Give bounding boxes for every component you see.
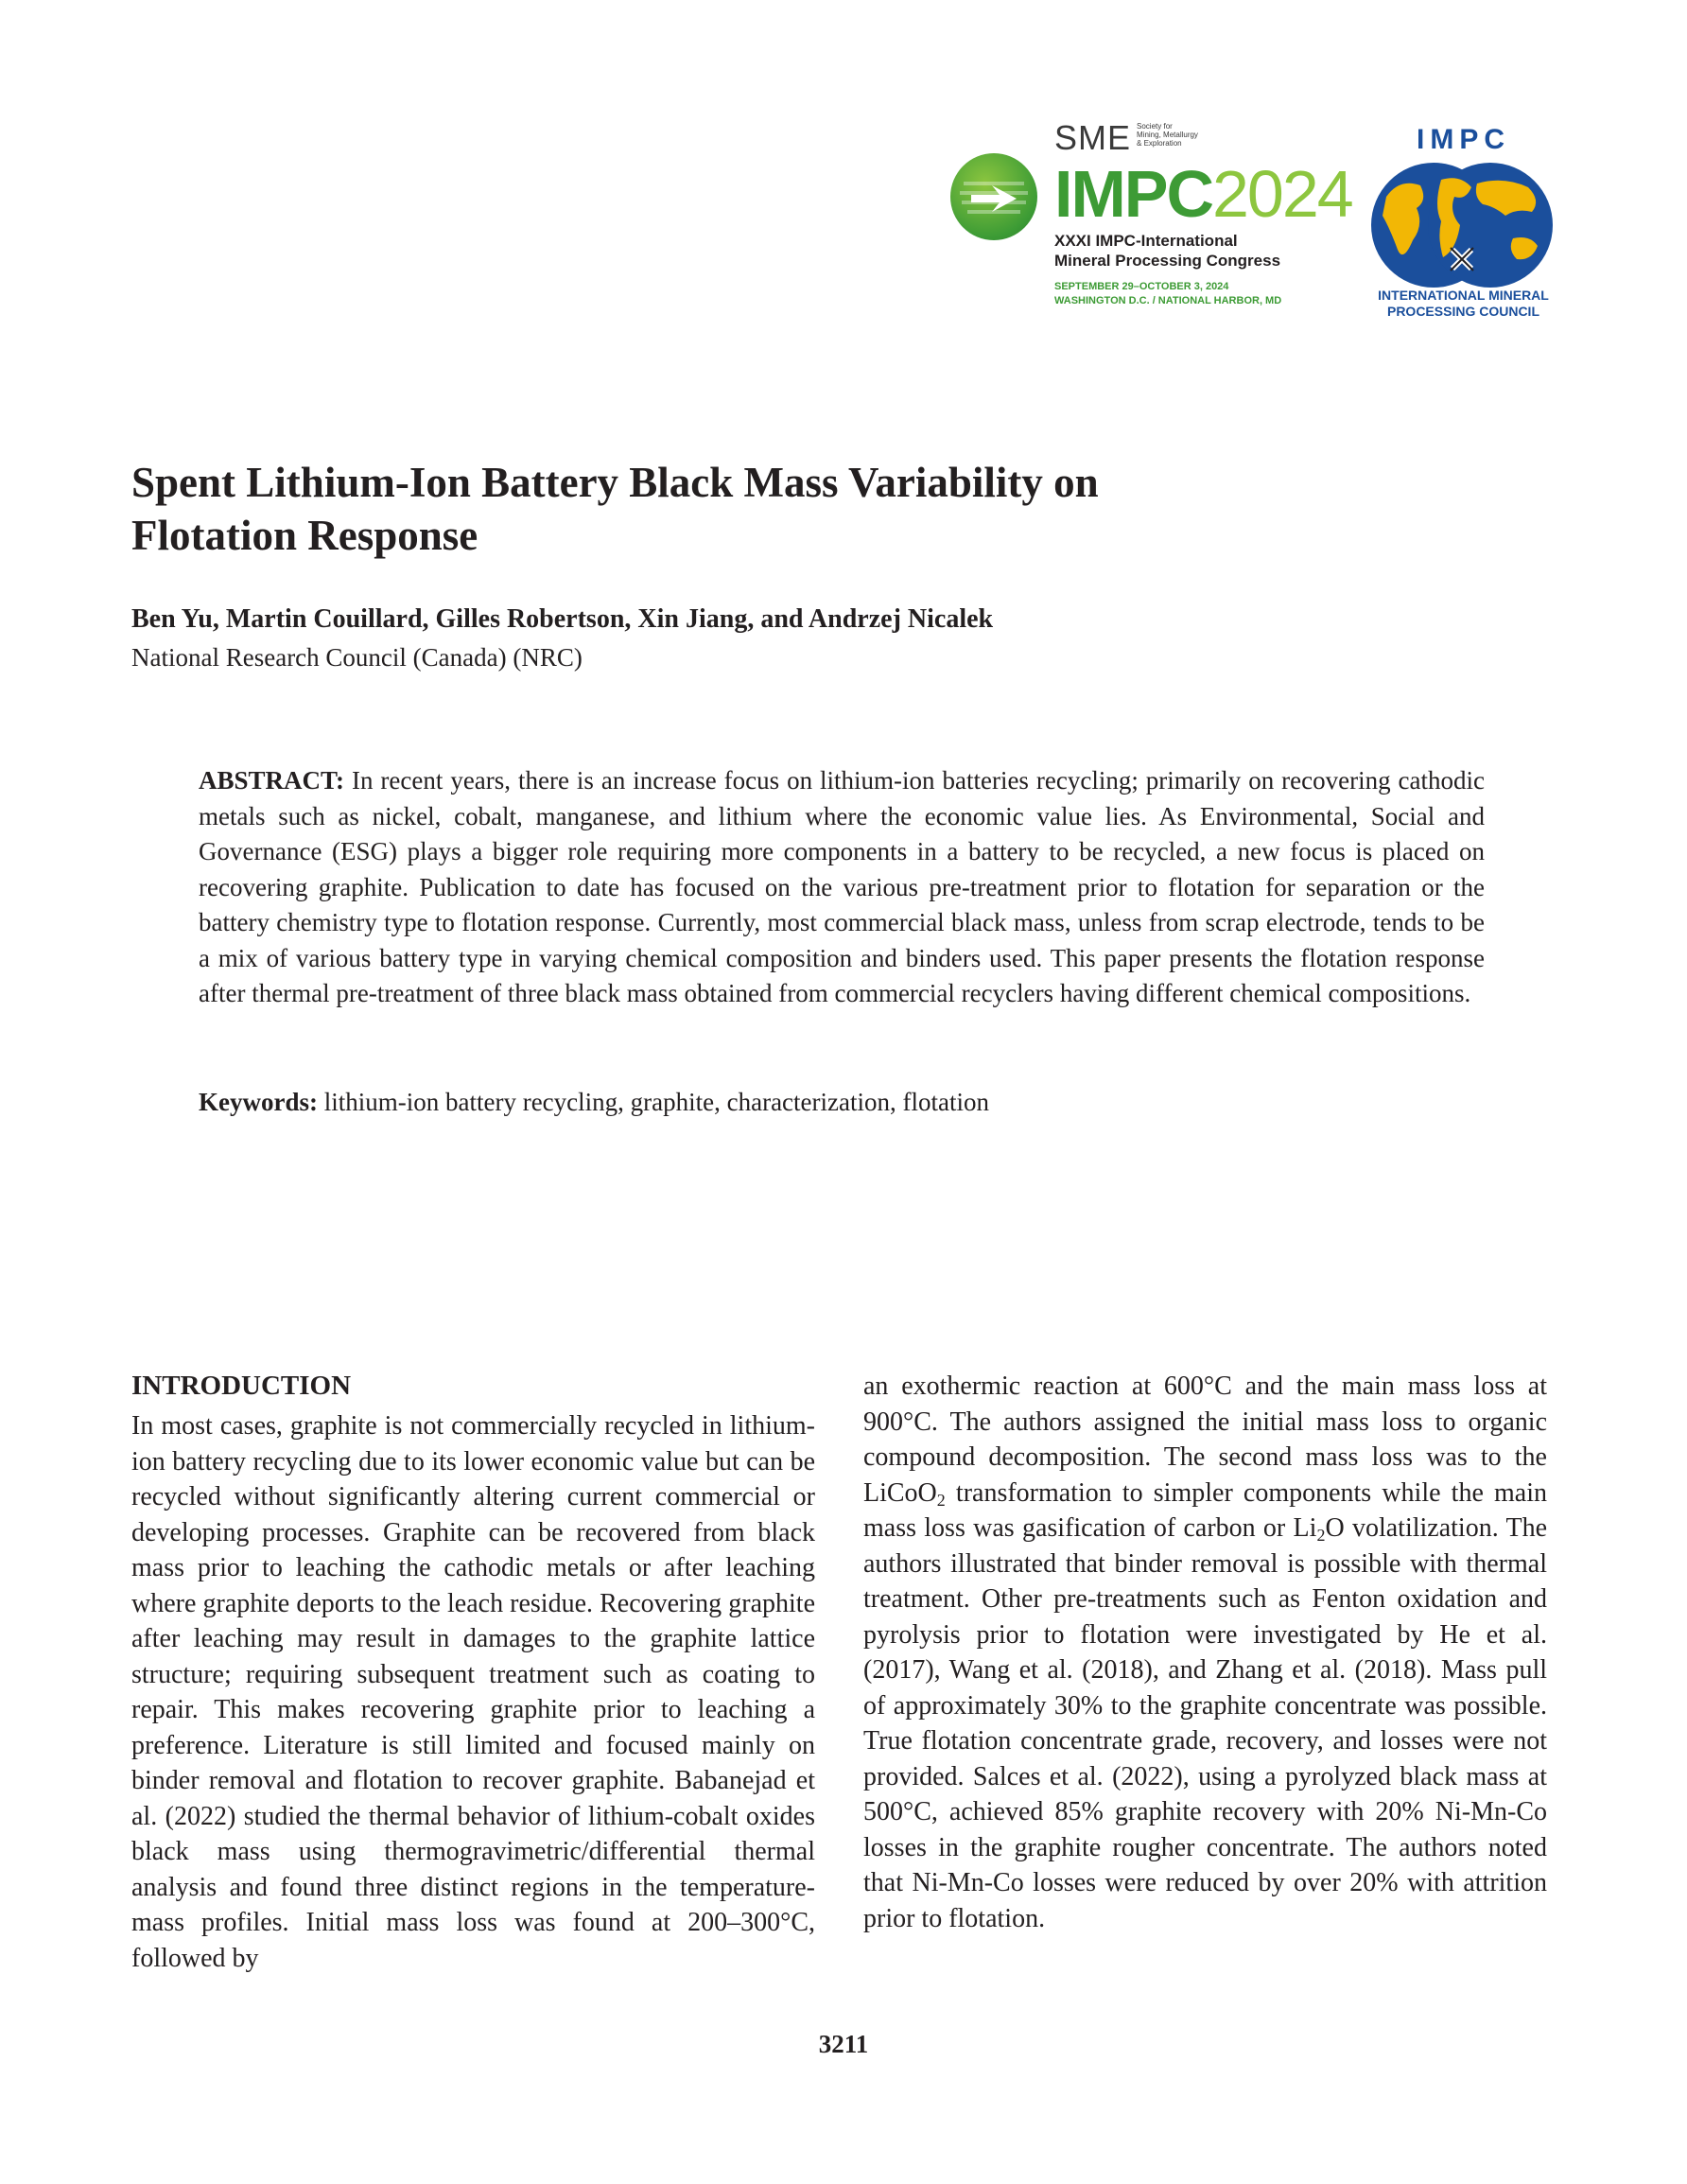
council-name: INTERNATIONAL MINERAL PROCESSING COUNCIL — [1378, 288, 1549, 319]
intro-paragraph-left: In most cases, graphite is not commercially recycled in lithium-ion battery recycling due to its lower economic value but can be recycled without significantly altering current commercial or developing processes. Graphite can be recovered from black mass prior to leaching the cathodic metals or after leaching where graphite deports to the leach residue. Recovering graphite after leaching may result in damages to the graphite lattice structure; requiring subsequent treatment such as coating to repair. This makes recovering graphite prior to leaching a preference. Literature is still limited and focused mainly on binder removal and flotation to recover graphite. Babanejad et al. (2022) studied the thermal behavior of lithium-cobalt oxides black mass using thermogravimetric/differential thermal analysis and found three distinct regions in the temperature-mass profiles. Initial mass loss was found at 200–300°C, followed by — [131, 1411, 815, 1973]
abstract-text: In recent years, there is an increase focus on lithium-ion batteries recycling; primarily on recovering cathodic metals such as nickel, cobalt, manganese, and lithium where the economic value lies. As Environmental, Social and Governance (ESG) plays a bigger role requiring more components in a battery to be recycled, a new focus is placed on recovering graphite. Publication to date has focused on the various pre-treatment prior to flotation for separation or the battery chemistry type to flotation response. Currently, most commercial black mass, unless from scrap electrode, tends to be a mix of various battery type in varying chemical composition and binders used. This paper presents the flotation response after thermal pre-treatment of three black mass obtained from commercial recyclers having different chemical compositions. — [199, 766, 1485, 1007]
keywords-label: Keywords: — [199, 1088, 318, 1116]
section-heading-introduction: INTRODUCTION — [131, 1371, 352, 1401]
sme-acronym: SME — [1054, 118, 1132, 157]
sme-wordmark — [1054, 118, 1198, 157]
impc2024-wordmark: IMPC2024 — [1054, 157, 1352, 231]
abstract — [199, 763, 1485, 1012]
impc-council-logo — [1362, 125, 1565, 323]
keywords — [199, 1085, 1485, 1120]
page-number: 3211 — [818, 2030, 869, 2058]
abstract-label: ABSTRACT: — [199, 766, 345, 795]
paper-authors: Ben Yu, Martin Couillard, Gilles Robertson, Xin Jiang, and Andrzej Nicalek — [131, 604, 994, 634]
globe-icon — [1362, 159, 1562, 301]
impc2024-logo — [950, 114, 1352, 322]
impc-acronym: IMPC — [1417, 124, 1510, 155]
intro-paragraph-right: an exothermic reaction at 600°C and the main mass loss at 900°C. The authors assigned the initial mass loss to organic compound decomposition. The second mass loss was to the LiCoO$_2$ transformation to simpler components while the main mass loss was gasification of carbon or $Li_2O$ volatilization. The authors illustrated that binder removal is possible with thermal treatment. Other pre-treatments such as Fenton oxidation and pyrolysis prior to flotation were investigated by He et al. (2017), Wang et al. (2018), and Zhang et al. (2018). Mass pull of approximately 30% to the graphite concentrate was possible. True flotation concentrate grade, recovery, and losses were not provided. Salces et al. (2022), using a pyrolyzed black mass at 500°C, achieved 85% graphite recovery with 20% Ni-Mn-Co losses in the graphite rougher concentrate. The authors noted that Ni-Mn-Co losses were reduced by over 20% with attrition prior to flotation. — [863, 1372, 1547, 1933]
paper-title: Spent Lithium-Ion Battery Black Mass Variability on Flotation Response — [131, 459, 1099, 559]
sme-tagline: Society for Mining, Metallurgy & Exploration — [1137, 122, 1198, 148]
congress-dates: SEPTEMBER 29–OCTOBER 3, 2024 WASHINGTON D.C. / NATIONAL HARBOR, MD — [1054, 281, 1282, 306]
impc2024-emblem-icon — [950, 153, 1037, 240]
author-affiliation: National Research Council (Canada) (NRC) — [131, 643, 583, 672]
keywords-text: lithium-ion battery recycling, graphite, characterization, flotation — [323, 1088, 989, 1116]
congress-name: XXXI IMPC-International Mineral Processing Congress — [1054, 232, 1281, 270]
